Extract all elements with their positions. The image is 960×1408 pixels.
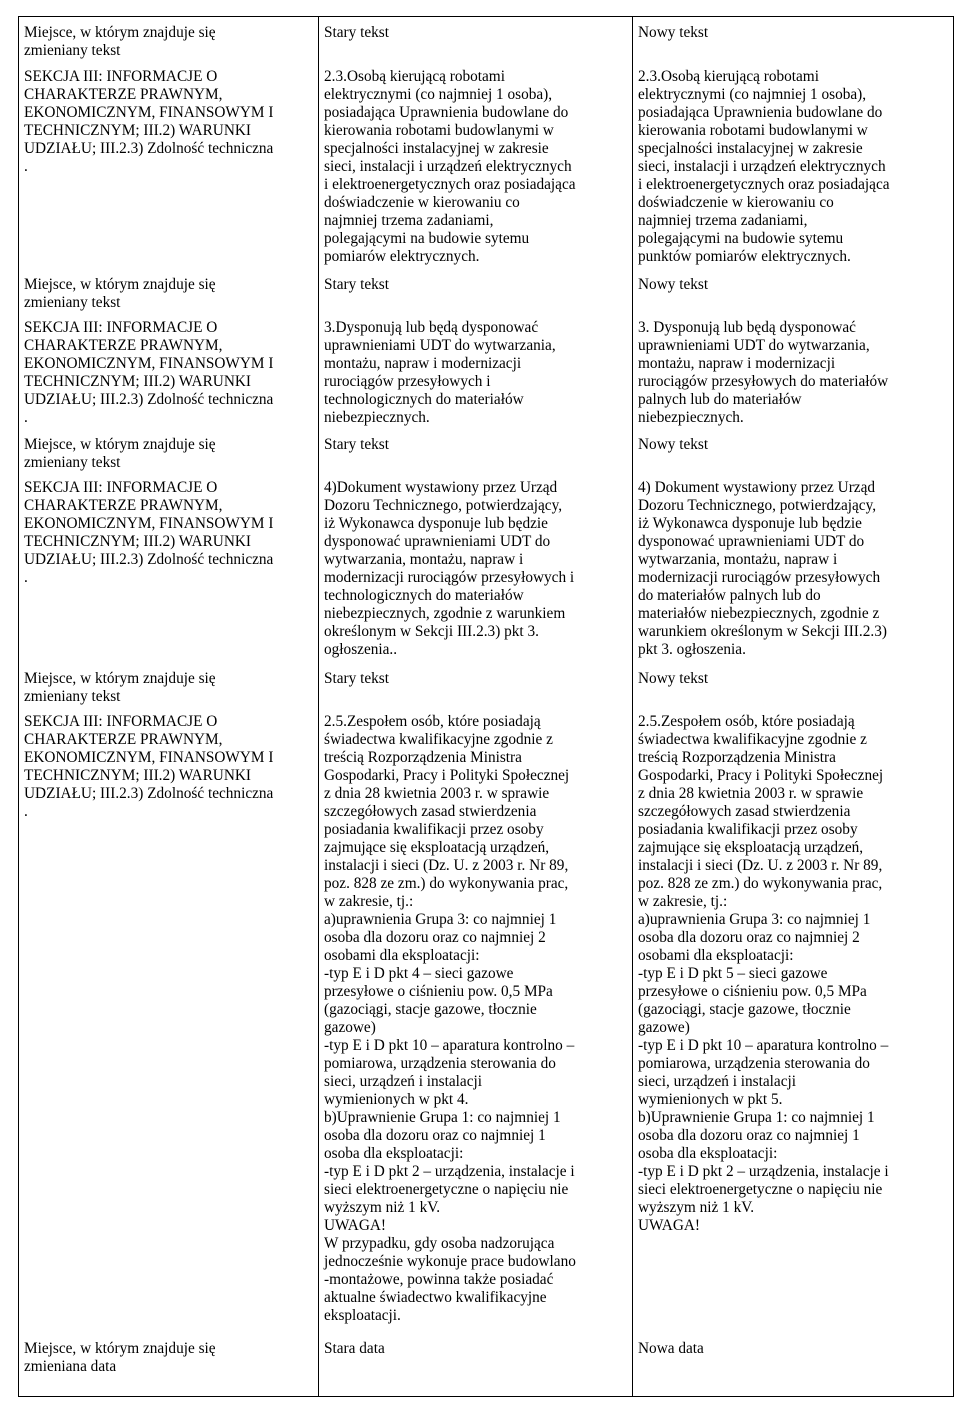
old-text-4: 2.5.Zespołem osób, które posiadają świadectwa kwalifikacyjne zgodnie z treścią Rozporządzenia Ministra Gospodarki, Pracy i Polityki Społecznej z dnia 28 kwietnia 2003 r. w sprawie szczegółowych zasad stwierdzenia posiadania kwalifikacji przez osoby zajmujące się eksploatacją urządzeń, instalacji i sieci (Dz. U. z 2003 r. Nr 89, poz. 828 ze zm.) do wykonywania prac, w zakresie, tj.: a)uprawnienia Grupa 3: co najmniej 1 osoba dla dozoru oraz co najmniej 2 osobami dla eksploatacji: -typ E i D pkt 4 – sieci gazowe przesyłowe o ciśnieniu pow. 0,5 MPa (gazociągi, stacje gazowe, tłocznie gazowe) -typ E i D pkt 10 – aparatura kontrolno – pomiarowa, urządzenia sterowania do sieci, urządzeń i instalacji wymienionych w pkt 4. b)Uprawnienie Grupa 1: co najmniej 1 osoba dla dozoru oraz co najmniej 1 osoba dla eksploatacji: -typ E i D pkt 2 – urządzenia, instalacje i sieci elektroenergetyczne o napięciu nie wyższym niż 1 kV. UWAGA! W przypadku, gdy osoba nadzorująca jednocześnie wykonuje prace budowlano -montażowe, powinna także posiadać aktualne świadectwo kwalifikacyjne eksploatacji. — [324, 713, 576, 1324]
old-text-label-4: Stary tekst — [324, 670, 390, 687]
new-date-label: Nowa data — [638, 1340, 704, 1357]
place-label-3: Miejsce, w którym znajduje się zmieniany tekst — [24, 436, 216, 471]
column-divider-1 — [318, 16, 319, 1397]
new-text-4: 2.5.Zespołem osób, które posiadają świadectwa kwalifikacyjne zgodnie z treścią Rozporządzenia Ministra Gospodarki, Pracy i Polityki Społecznej z dnia 28 kwietnia 2003 r. w sprawie szczegółowych zasad stwierdzenia posiadania kwalifikacji przez osoby zajmujące się eksploatacją urządzeń, instalacji i sieci (Dz. U. z 2003 r. Nr 89, poz. 828 ze zm.) do wykonywania prac, w zakresie, tj.: a)uprawnienia Grupa 3: co najmniej 1 osoba dla dozoru oraz co najmniej 2 osobami dla eksploatacji: -typ E i D pkt 5 – sieci gazowe przesyłowe o ciśnieniu pow. 0,5 MPa (gazociągi, stacje gazowe, tłocznie gazowe) -typ E i D pkt 10 – aparatura kontrolno – pomiarowa, urządzenia sterowania do sieci, urządzeń i instalacji wymienionych w pkt 5. b)Uprawnienie Grupa 1: co najmniej 1 osoba dla dozoru oraz co najmniej 1 osoba dla eksploatacji: -typ E i D pkt 2 – urządzenia, instalacje i sieci elektroenergetyczne o napięciu nie wyższym niż 1 kV. UWAGA! — [638, 713, 889, 1234]
new-text-label-3: Nowy tekst — [638, 436, 709, 453]
place-value-4: SEKCJA III: INFORMACJE O CHARAKTERZE PRAWNYM, EKONOMICZNYM, FINANSOWYM I TECHNICZNYM; III.2) WARUNKI UDZIAŁU; III.2.3) Zdolność techniczna . — [24, 713, 274, 820]
old-text-label-2: Stary tekst — [324, 276, 390, 293]
table-right-border — [953, 16, 954, 1397]
new-text-2: 3. Dysponują lub będą dysponować uprawnieniami UDT do wytwarzania, montażu, napraw i modernizacji rurociągów przesyłowych do materiałów palnych lub do materiałów niebezpiecznych. — [638, 319, 889, 426]
old-text-label-3: Stary tekst — [324, 436, 390, 453]
date-place-label: Miejsce, w którym znajduje się zmieniana data — [24, 1340, 216, 1375]
new-text-3: 4) Dokument wystawiony przez Urząd Dozoru Technicznego, potwierdzający, iż Wykonawca dysponuje lub będzie dysponować uprawnieniami UDT do wytwarzania, montażu, napraw i modernizacji rurociągów przesyłowych do materiałów palnych lub do materiałów niebezpiecznych, zgodnie z warunkiem określonym w Sekcji III.2.3) pkt 3. ogłoszenia. — [638, 479, 887, 658]
old-text-1: 2.3.Osobą kierującą robotami elektrycznymi (co najmniej 1 osoba), posiadająca Uprawnienia budowlane do kierowania robotami budowlanymi w specjalności instalacyjnej w zakresie sieci, instalacji i urządzeń elektrycznych i elektroenergetycznych oraz posiadająca doświadczenie w kierowaniu co najmniej trzema zadaniami, polegającymi na budowie sytemu pomiarów elektrycznych. — [324, 68, 576, 265]
table-top-border — [18, 16, 954, 17]
new-text-label-4: Nowy tekst — [638, 670, 709, 687]
old-text-3: 4)Dokument wystawiony przez Urząd Dozoru Technicznego, potwierdzający, iż Wykonawca dysponuje lub będzie dysponować uprawnieniami UDT do wytwarzania, montażu, napraw i modernizacji rurociągów przesyłowych i technologicznych do materiałów niebezpiecznych, zgodnie z warunkiem określonym w Sekcji III.2.3) pkt 3. ogłoszenia.. — [324, 479, 575, 658]
new-text-label-1: Nowy tekst — [638, 24, 709, 41]
place-value-2: SEKCJA III: INFORMACJE O CHARAKTERZE PRAWNYM, EKONOMICZNYM, FINANSOWYM I TECHNICZNYM; III.2) WARUNKI UDZIAŁU; III.2.3) Zdolność techniczna . — [24, 319, 274, 426]
place-value-1: SEKCJA III: INFORMACJE O CHARAKTERZE PRAWNYM, EKONOMICZNYM, FINANSOWYM I TECHNICZNYM; III.2) WARUNKI UDZIAŁU; III.2.3) Zdolność techniczna . — [24, 68, 274, 175]
old-text-label-1: Stary tekst — [324, 24, 390, 41]
place-label-4: Miejsce, w którym znajduje się zmieniany tekst — [24, 670, 216, 705]
place-label-1: Miejsce, w którym znajduje się zmieniany tekst — [24, 24, 216, 59]
place-value-3: SEKCJA III: INFORMACJE O CHARAKTERZE PRAWNYM, EKONOMICZNYM, FINANSOWYM I TECHNICZNYM; III.2) WARUNKI UDZIAŁU; III.2.3) Zdolność techniczna . — [24, 479, 274, 586]
new-text-1: 2.3.Osobą kierującą robotami elektrycznymi (co najmniej 1 osoba), posiadająca Uprawnienia budowlane do kierowania robotami budowlanymi w specjalności instalacyjnej w zakresie sieci, instalacji i urządzeń elektrycznych i elektroenergetycznych oraz posiadająca doświadczenie w kierowaniu co najmniej trzema zadaniami, polegającymi na budowie sytemu punktów pomiarów elektrycznych. — [638, 68, 890, 265]
old-date-label: Stara data — [324, 1340, 385, 1357]
table-bottom-border — [18, 1396, 954, 1397]
new-text-label-2: Nowy tekst — [638, 276, 709, 293]
old-text-2: 3.Dysponują lub będą dysponować uprawnieniami UDT do wytwarzania, montażu, napraw i modernizacji rurociągów przesyłowych i technologicznych do materiałów niebezpiecznych. — [324, 319, 556, 426]
table-left-border — [18, 16, 19, 1397]
place-label-2: Miejsce, w którym znajduje się zmieniany tekst — [24, 276, 216, 311]
